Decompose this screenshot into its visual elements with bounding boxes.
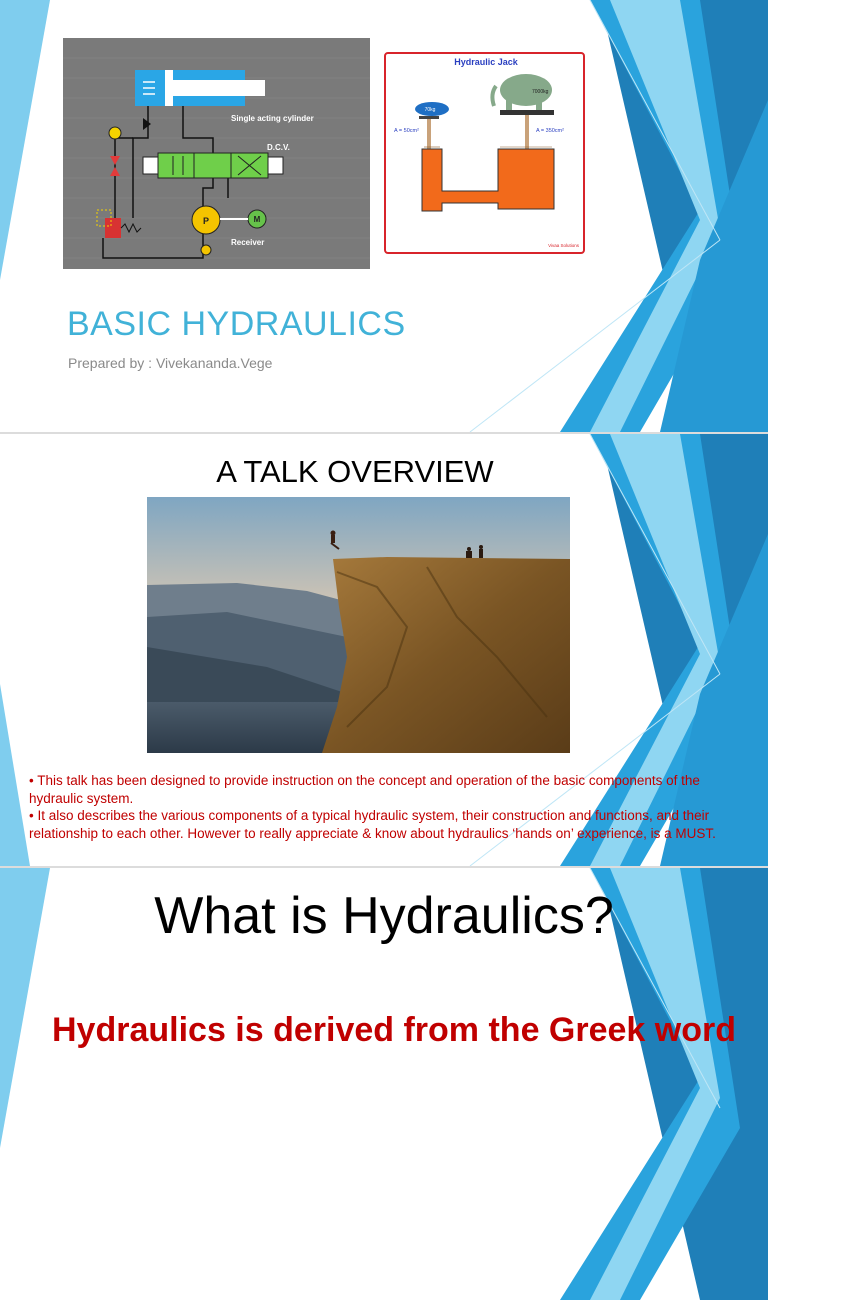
hydraulic-circuit-diagram — [63, 38, 370, 269]
bullet-2: • It also describes the various components of a typical hydraulic system, their construction and functions, and their relationship to each other. However to really appreciate & know about hydraulics ‘hands on’ experience, is a MUST. — [29, 808, 716, 841]
hydraulic-jack-diagram — [384, 52, 585, 254]
overview-text — [29, 772, 741, 842]
bullet-1: • This talk has been designed to provide instruction on the concept and operation of the basic components of the hydraulic system. — [29, 773, 700, 806]
svg-text:M: M — [253, 215, 261, 224]
slide-basic-hydraulics — [0, 0, 768, 432]
svg-text:Receiver: Receiver — [231, 238, 265, 247]
svg-text:A = 350cm²: A = 350cm² — [536, 128, 564, 134]
cliff-photo — [147, 497, 570, 753]
svg-text:Vivaa Solutions: Vivaa Solutions — [548, 243, 579, 248]
definition-text: Hydraulics is derived from the Greek word — [52, 1011, 737, 1049]
presenter-credit: Prepared by : Vivekananda.Vege — [68, 355, 273, 371]
svg-text:A = 50cm²: A = 50cm² — [394, 128, 419, 134]
slide-title: BASIC HYDRAULICS — [67, 305, 406, 343]
svg-text:70kg: 70kg — [424, 107, 436, 113]
svg-text:Single acting cylinder: Single acting cylinder — [231, 114, 314, 123]
svg-text:P: P — [202, 216, 210, 226]
svg-text:7000kg: 7000kg — [532, 89, 549, 95]
slide-title: What is Hydraulics? — [154, 887, 614, 945]
slide-title: A TALK OVERVIEW — [216, 454, 494, 489]
slide-talk-overview — [0, 434, 768, 866]
svg-text:Hydraulic Jack: Hydraulic Jack — [454, 57, 518, 67]
slide-what-is-hydraulics — [0, 868, 768, 1049]
svg-text:D.C.V.: D.C.V. — [267, 143, 290, 152]
